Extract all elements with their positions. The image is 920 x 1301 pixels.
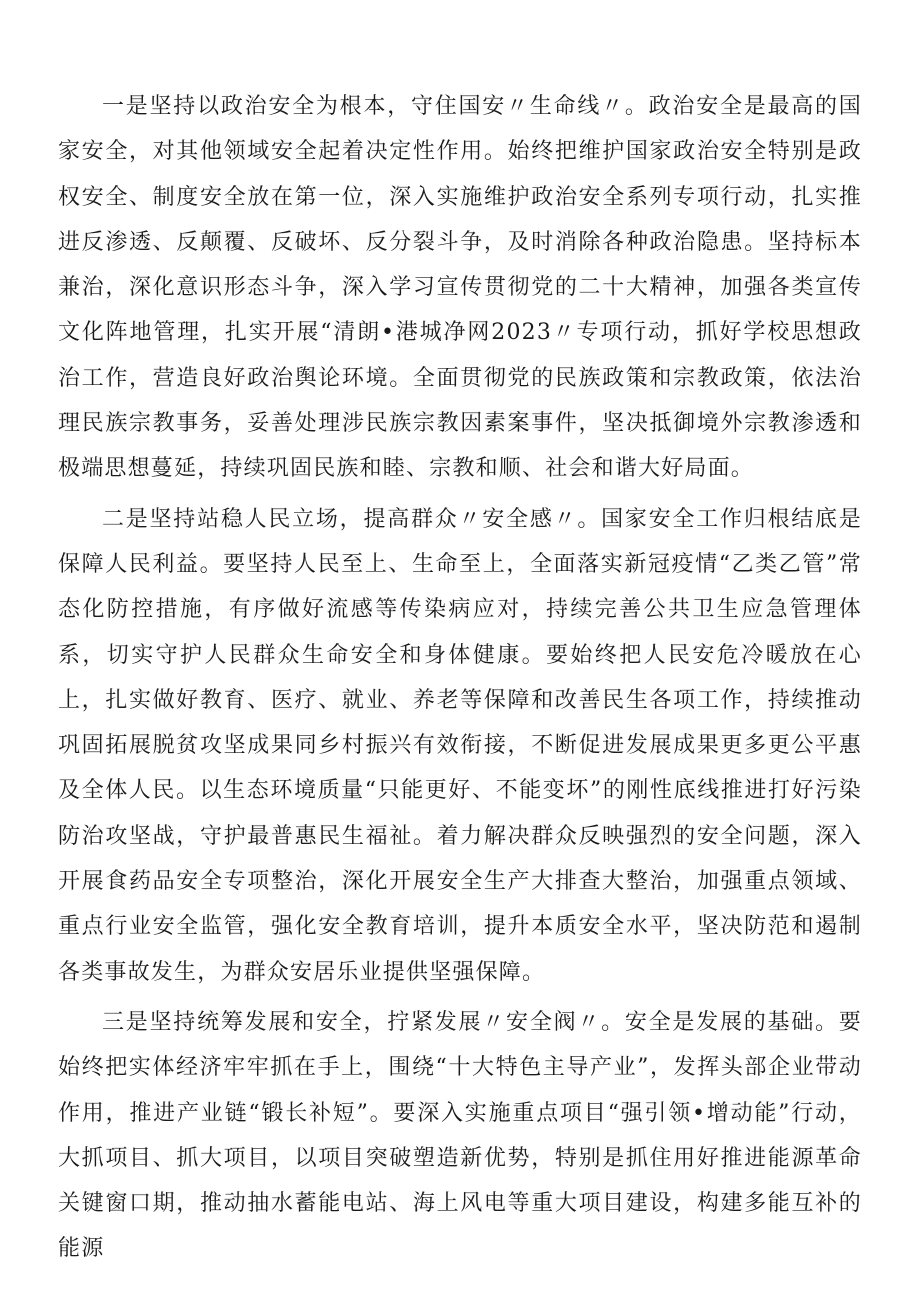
document-body xyxy=(58,84,862,1277)
paragraph-people-safety: 二是坚持站稳人民立场，提高群众〃安全感〃。国家安全工作归根结底是保障人民利益。要坚持人民至上、生命至上，全面落实新冠疫情“乙类乙管”常态化防控措施，有序做好流感等传染病应对，持续完善公共卫生应急管理体系，切实守护人民群众生命安全和身体健康。要始终把人民安危冷暖放在心上，扎实做好教育、医疗、就业、养老等保障和改善民生各项工作，持续推动巩固拓展脱贫攻坚成果同乡村振兴有效衔接，不断促进发展成果更多更公平惠及全体人民。以生态环境质量“只能更好、不能变坏”的刚性底线推进打好污染防治攻坚战，守护最普惠民生福祉。着力解决群众反映强烈的安全问题，深入开展食药品安全专项整治，深化开展安全生产大排查大整治，加强重点领域、重点行业安全监管，强化安全教育培训，提升本质安全水平，坚决防范和遏制各类事故发生，为群众安居乐业提供坚强保障。 xyxy=(58,506,862,985)
paragraph-development-security: 三是坚持统筹发展和安全，拧紧发展〃安全阀〃。安全是发展的基础。要始终把实体经济牢牢抓在手上，围绕“十大特色主导产业”，发挥头部企业带动作用，推进产业链“锻长补短”。要深入实施重点项目“强引领•增动能”行动，大抓项目、抓大项目，以项目突破塑造新优势，特别是抓住用好推进能源革命关键窗口期，推动抽水蓄能电站、海上风电等重大项目建设，构建多能互补的能源 xyxy=(58,1009,862,1262)
paragraph-political-security: 一是坚持以政治安全为根本，守住国安〃生命线〃。政治安全是最高的国家安全，对其他领域安全起着决定性作用。始终把维护国家政治安全特别是政权安全、制度安全放在第一位，深入实施维护政治安全系列专项行动，扎实推进反渗透、反颠覆、反破坏、反分裂斗争，及时消除各种政治隐患。坚持标本兼治，深化意识形态斗争，深入学习宣传贯彻党的二十大精神，加强各类宣传文化阵地管理，扎实开展“清朗•港城净网2023〃专项行动，抓好学校思想政治工作，营造良好政治舆论环境。全面贯彻党的民族政策和宗教政策，依法治理民族宗教事务，妥善处理涉民族宗教因素案事件，坚决抵御境外宗教渗透和极端思想蔓延，持续巩固民族和睦、宗教和顺、社会和谐大好局面。 xyxy=(58,94,862,482)
